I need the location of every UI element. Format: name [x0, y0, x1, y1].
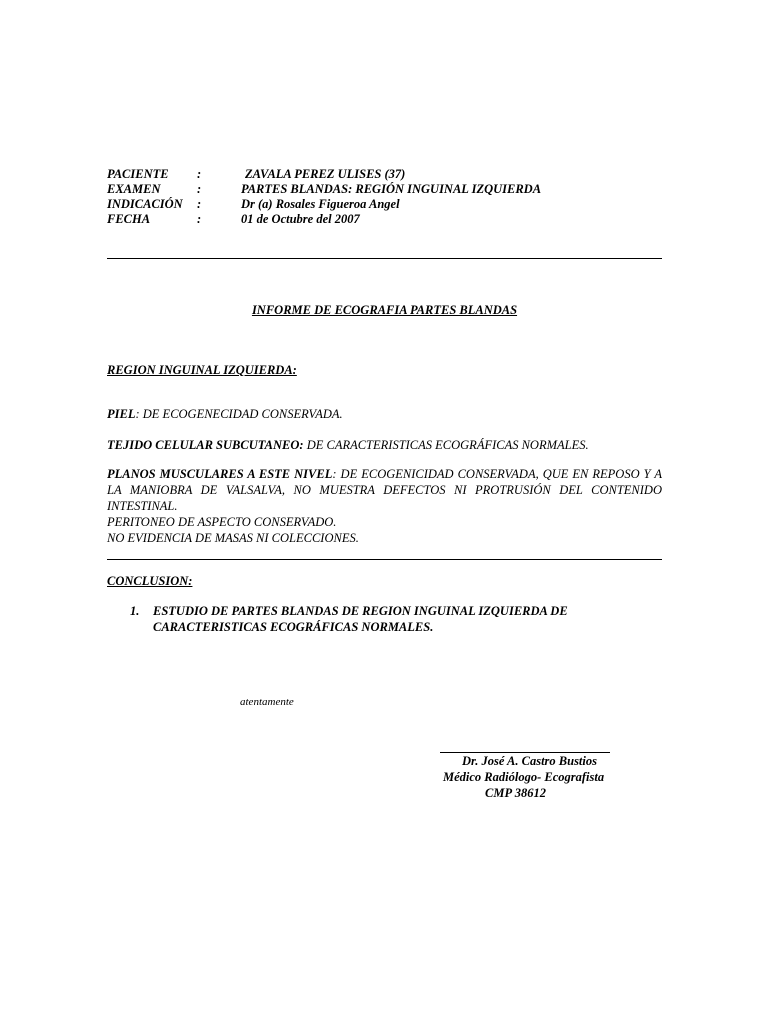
header-row-examen [107, 181, 541, 197]
planos-text: : DE ECOGENICIDAD CONSERVADA, QUE EN REPOSO Y A LA MANIOBRA DE VALSALVA, NO MUESTRA DEFECTOS NI PROTRUSIÓN DEL CONTENIDO INTESTINAL. [107, 467, 662, 513]
exam-date: 01 de Octubre del 2007 [241, 212, 360, 226]
tejido-paragraph [107, 437, 662, 453]
header-row-paciente [107, 166, 405, 182]
piel-text: : DE ECOGENECIDAD CONSERVADA. [135, 407, 343, 421]
piel-paragraph [107, 406, 662, 422]
divider-bottom [107, 559, 662, 560]
peritoneo-text: PERITONEO DE ASPECTO CONSERVADO. [107, 515, 337, 529]
conclusion-number: 1. [130, 604, 140, 618]
piel-label: PIEL [107, 407, 136, 421]
header-key: INDICACIÓN [107, 197, 183, 211]
divider-top [107, 258, 662, 259]
signer-cmp: CMP 38612 [485, 786, 546, 800]
header-sep: : [197, 167, 202, 181]
header-sep: : [197, 197, 202, 211]
referring-doctor: Dr (a) Rosales Figueroa Angel [241, 197, 400, 211]
header-key: EXAMEN [107, 182, 161, 196]
region-heading: REGION INGUINAL IZQUIERDA: [107, 363, 297, 377]
signer-name: Dr. José A. Castro Bustios [462, 754, 597, 768]
tejido-text: DE CARACTERISTICAS ECOGRÁFICAS NORMALES. [303, 438, 589, 452]
header-key: FECHA [107, 212, 151, 226]
patient-name: ZAVALA PEREZ ULISES (37) [245, 167, 406, 181]
conclusion-text: ESTUDIO DE PARTES BLANDAS DE REGION INGUINAL IZQUIERDA DE CARACTERISTICAS ECOGRÁFICAS NORMALES. [153, 604, 568, 634]
header-row-indicacion [107, 196, 400, 212]
header-key: PACIENTE [107, 167, 169, 181]
signer-role: Médico Radiólogo- Ecografista [443, 770, 605, 784]
tejido-label: TEJIDO CELULAR SUBCUTANEO: [107, 438, 304, 452]
header-row-fecha [107, 211, 360, 227]
masas-text: NO EVIDENCIA DE MASAS NI COLECCIONES. [107, 531, 359, 545]
header-sep: : [197, 182, 202, 196]
exam-name: PARTES BLANDAS: REGIÓN INGUINAL IZQUIERDA [241, 182, 542, 196]
closing-greeting: atentamente [240, 696, 294, 708]
planos-label: PLANOS MUSCULARES A ESTE NIVEL [107, 467, 333, 481]
report-title: INFORME DE ECOGRAFIA PARTES BLANDAS [251, 303, 518, 317]
conclusion-heading: CONCLUSION: [107, 574, 193, 588]
planos-paragraph [107, 466, 662, 546]
header-sep: : [197, 212, 202, 226]
signature-line [440, 752, 610, 753]
